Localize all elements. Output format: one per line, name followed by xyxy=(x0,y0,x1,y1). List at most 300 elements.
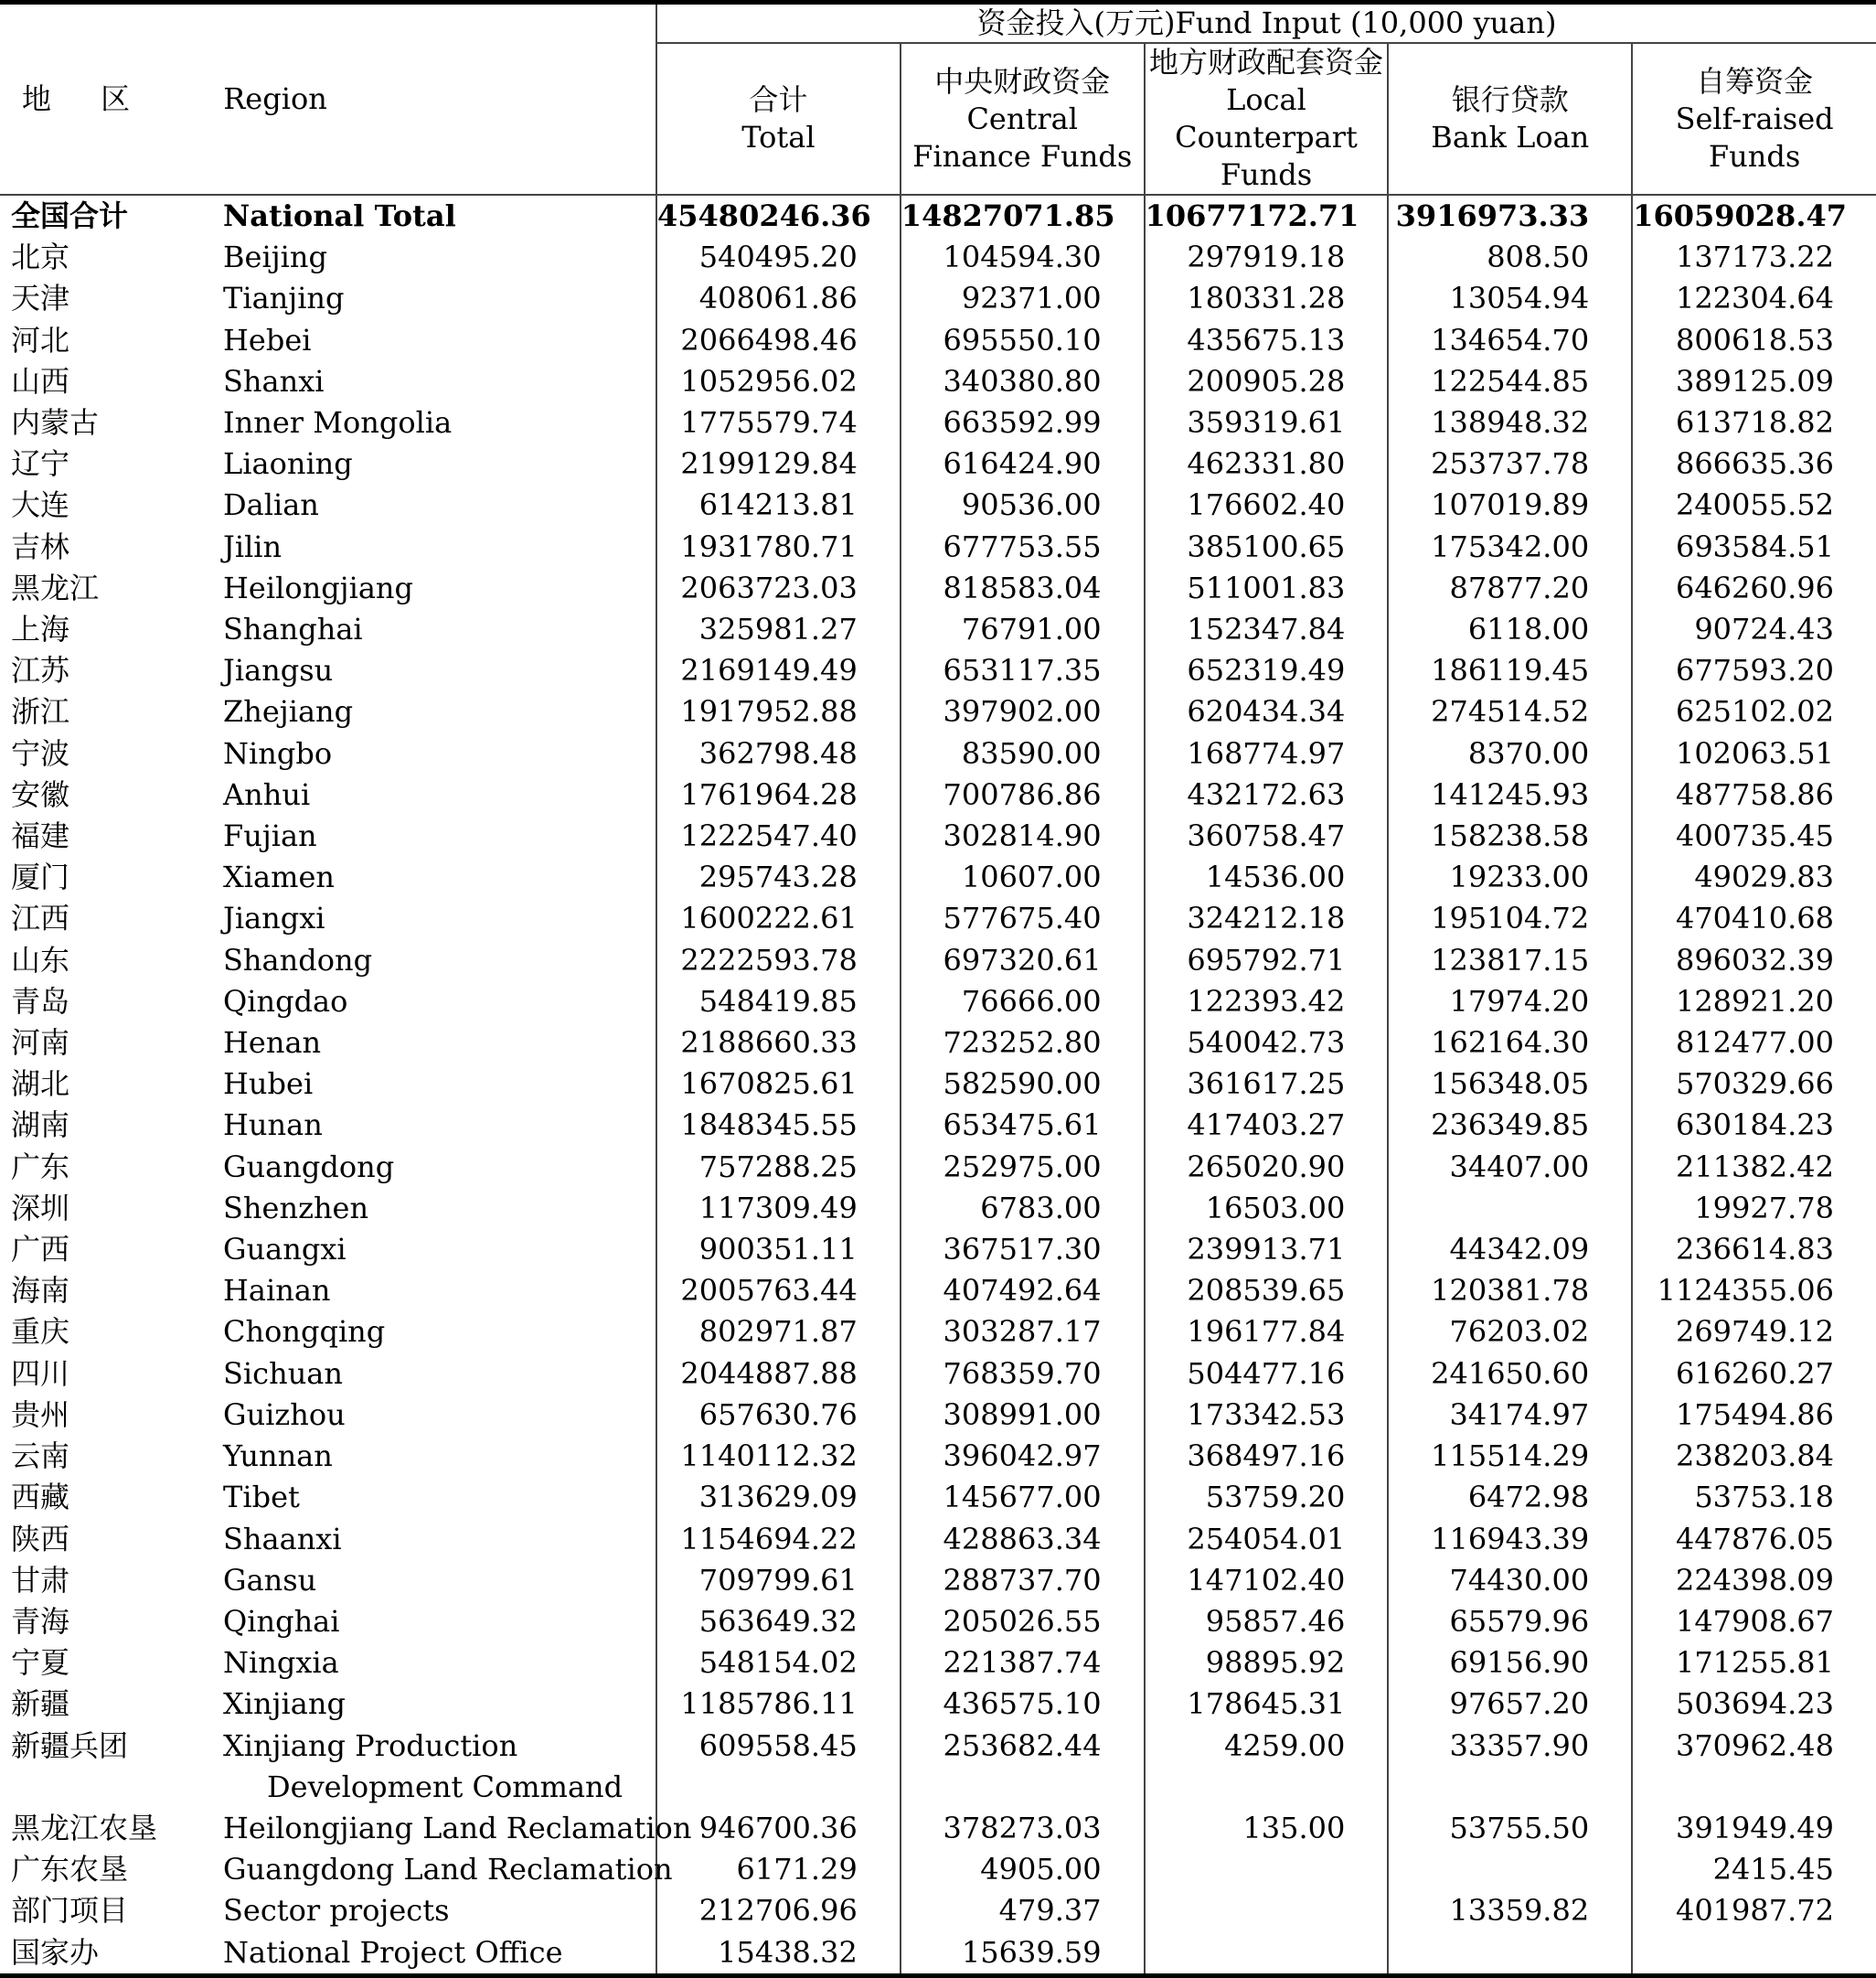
self-raised-value: 122304.64 xyxy=(1632,278,1876,319)
local-counterpart-value: 652319.49 xyxy=(1145,650,1389,691)
bank-loan-value: 175342.00 xyxy=(1388,527,1632,568)
region-name-cn: 江西 xyxy=(11,901,70,936)
bank-loan-value: 8370.00 xyxy=(1388,733,1632,775)
central-finance-value: 723252.80 xyxy=(901,1022,1145,1064)
table-row xyxy=(0,1808,1876,1849)
total-value: 900351.11 xyxy=(656,1229,901,1270)
local-counterpart-value: 122393.42 xyxy=(1145,981,1389,1022)
region-name-cn: 广东 xyxy=(11,1149,70,1184)
region-name-cn: 新疆兵团 xyxy=(11,1727,129,1763)
region-name-en: Chongqing xyxy=(223,1314,386,1350)
central-finance-value: 10607.00 xyxy=(901,857,1145,898)
region-name-en: Guangdong Land Reclamation xyxy=(223,1852,673,1887)
local-counterpart-value: 173342.53 xyxy=(1145,1395,1389,1436)
local-counterpart-value: 324212.18 xyxy=(1145,898,1389,939)
self-raised-value: 470410.68 xyxy=(1632,898,1876,939)
bank-loan-value: 97657.20 xyxy=(1388,1684,1632,1725)
region-name-cn: 福建 xyxy=(11,818,70,854)
table-row xyxy=(0,816,1876,857)
self-raised-value: 238203.84 xyxy=(1632,1436,1876,1477)
bank-loan-value: 116943.39 xyxy=(1388,1519,1632,1560)
total-value: 362798.48 xyxy=(656,733,901,775)
region-name-cn: 吉林 xyxy=(11,529,70,564)
bank-loan-value: 3916973.33 xyxy=(1388,195,1632,237)
table-row xyxy=(0,857,1876,898)
column-header-en: Self-raised Funds xyxy=(1675,101,1834,174)
self-raised-value: 236614.83 xyxy=(1632,1229,1876,1270)
column-header-cn: 合计 xyxy=(749,82,808,117)
bank-loan-value: 87877.20 xyxy=(1388,568,1632,609)
table-row xyxy=(0,1105,1876,1146)
central-finance-value: 6783.00 xyxy=(901,1188,1145,1229)
local-counterpart-value: 178645.31 xyxy=(1145,1684,1389,1725)
region-name-en: National Project Office xyxy=(212,1932,656,1976)
total-value: 117309.49 xyxy=(656,1188,901,1229)
self-raised-value: 211382.42 xyxy=(1632,1147,1876,1188)
local-counterpart-value: 620434.34 xyxy=(1145,691,1389,732)
column-header-central-finance xyxy=(901,43,1145,195)
self-raised-value: 389125.09 xyxy=(1632,361,1876,402)
region-name-en xyxy=(212,1726,656,1808)
region-name-cn: 宁波 xyxy=(11,735,70,771)
region-name-en: Anhui xyxy=(223,776,311,812)
total-value: 1775579.74 xyxy=(656,402,901,444)
region-name-en: Liaoning xyxy=(223,446,353,482)
central-finance-value: 14827071.85 xyxy=(901,195,1145,237)
central-finance-value: 768359.70 xyxy=(901,1353,1145,1395)
central-finance-value: 76666.00 xyxy=(901,981,1145,1022)
region-name-en: Zhejiang xyxy=(223,694,354,730)
central-finance-value: 695550.10 xyxy=(901,320,1145,361)
region-name-cn: 陕西 xyxy=(11,1521,70,1556)
bank-loan-value: 241650.60 xyxy=(1388,1353,1632,1395)
local-counterpart-value: 368497.16 xyxy=(1145,1436,1389,1477)
column-header-en: Total xyxy=(741,120,815,155)
table-row xyxy=(0,1395,1876,1436)
bank-loan-value: 138948.32 xyxy=(1388,402,1632,444)
region-name-en: Tianjing xyxy=(223,281,345,316)
central-finance-value: 145677.00 xyxy=(901,1477,1145,1518)
region-name-en: Henan xyxy=(223,1025,322,1061)
region-name-en: Shenzhen xyxy=(223,1190,369,1225)
central-finance-value: 303287.17 xyxy=(901,1311,1145,1353)
region-name-en: Dalian xyxy=(223,487,319,523)
bank-loan-value: 134654.70 xyxy=(1388,320,1632,361)
region-name-cn: 全国合计 xyxy=(11,198,129,233)
bank-loan-value: 195104.72 xyxy=(1388,898,1632,939)
self-raised-value: 391949.49 xyxy=(1632,1808,1876,1849)
region-name-cn: 广西 xyxy=(11,1232,70,1267)
total-value: 1052956.02 xyxy=(656,361,901,402)
region-name-cn: 辽宁 xyxy=(11,446,70,482)
local-counterpart-value: 200905.28 xyxy=(1145,361,1389,402)
central-finance-value: 582590.00 xyxy=(901,1064,1145,1105)
region-name-cn: 江苏 xyxy=(11,653,70,689)
local-counterpart-value: 432172.63 xyxy=(1145,775,1389,816)
central-finance-value: 83590.00 xyxy=(901,733,1145,775)
total-value: 563649.32 xyxy=(656,1601,901,1642)
region-name-en: Xinjiang xyxy=(223,1686,346,1722)
region-name-en: National Total xyxy=(223,198,456,233)
region-name-en: Inner Mongolia xyxy=(223,405,453,441)
central-finance-value: 479.37 xyxy=(901,1890,1145,1931)
central-finance-value: 653117.35 xyxy=(901,650,1145,691)
bank-loan-value: 53755.50 xyxy=(1388,1808,1632,1849)
bank-loan-value xyxy=(1388,1849,1632,1890)
region-name-cn: 新疆 xyxy=(11,1686,70,1722)
bank-loan-value: 69156.90 xyxy=(1388,1642,1632,1684)
local-counterpart-value: 297919.18 xyxy=(1145,237,1389,278)
central-finance-value: 436575.10 xyxy=(901,1684,1145,1725)
region-name-cn: 内蒙古 xyxy=(11,405,100,441)
bank-loan-value xyxy=(1388,1188,1632,1229)
table-row xyxy=(0,1519,1876,1560)
table-row xyxy=(0,278,1876,319)
region-name-en: Sichuan xyxy=(223,1355,343,1391)
table-row xyxy=(0,1229,1876,1270)
region-name-en: Hubei xyxy=(223,1066,314,1102)
local-counterpart-value: 14536.00 xyxy=(1145,857,1389,898)
central-finance-value: 4905.00 xyxy=(901,1849,1145,1890)
central-finance-value: 428863.34 xyxy=(901,1519,1145,1560)
central-finance-value: 340380.80 xyxy=(901,361,1145,402)
region-name-cn: 浙江 xyxy=(11,694,70,730)
column-header-en: Central Finance Funds xyxy=(912,101,1133,174)
self-raised-value: 447876.05 xyxy=(1632,1519,1876,1560)
central-finance-value: 302814.90 xyxy=(901,816,1145,857)
region-name-cn: 西藏 xyxy=(11,1480,70,1515)
region-name-en: Guangxi xyxy=(223,1232,346,1267)
total-value: 657630.76 xyxy=(656,1395,901,1436)
table-body xyxy=(0,195,1876,1975)
bank-loan-value: 122544.85 xyxy=(1388,361,1632,402)
total-row xyxy=(0,195,1876,237)
region-name-cn: 大连 xyxy=(11,487,70,523)
table-row xyxy=(0,237,1876,278)
total-value: 1185786.11 xyxy=(656,1684,901,1725)
column-header-cn: 自筹资金 xyxy=(1696,63,1814,99)
local-counterpart-value: 95857.46 xyxy=(1145,1601,1389,1642)
bank-loan-value: 13054.94 xyxy=(1388,278,1632,319)
self-raised-value: 812477.00 xyxy=(1632,1022,1876,1064)
bank-loan-value: 65579.96 xyxy=(1388,1601,1632,1642)
self-raised-value: 240055.52 xyxy=(1632,485,1876,526)
central-finance-value: 288737.70 xyxy=(901,1560,1145,1601)
table-row xyxy=(0,898,1876,939)
column-header-en: Bank Loan xyxy=(1431,120,1590,155)
total-value: 408061.86 xyxy=(656,278,901,319)
local-counterpart-value: 360758.47 xyxy=(1145,816,1389,857)
local-counterpart-value: 695792.71 xyxy=(1145,940,1389,981)
total-value: 1848345.55 xyxy=(656,1105,901,1146)
bank-loan-value: 13359.82 xyxy=(1388,1890,1632,1931)
self-raised-value: 2415.45 xyxy=(1632,1849,1876,1890)
self-raised-value: 570329.66 xyxy=(1632,1064,1876,1105)
total-value: 1154694.22 xyxy=(656,1519,901,1560)
central-finance-value: 252975.00 xyxy=(901,1147,1145,1188)
column-header-self-raised xyxy=(1632,43,1876,195)
total-value: 2005763.44 xyxy=(656,1270,901,1311)
table-row xyxy=(0,940,1876,981)
total-value: 709799.61 xyxy=(656,1560,901,1601)
bank-loan-value: 274514.52 xyxy=(1388,691,1632,732)
region-header-cn: 地 区 xyxy=(22,81,151,116)
central-finance-value: 677753.55 xyxy=(901,527,1145,568)
total-value: 45480246.36 xyxy=(656,195,901,237)
local-counterpart-value: 147102.40 xyxy=(1145,1560,1389,1601)
table-row xyxy=(0,361,1876,402)
central-finance-value: 818583.04 xyxy=(901,568,1145,609)
central-finance-value: 700786.86 xyxy=(901,775,1145,816)
bank-loan-value: 34407.00 xyxy=(1388,1147,1632,1188)
bank-loan-value: 253737.78 xyxy=(1388,444,1632,485)
table-row xyxy=(0,1642,1876,1684)
central-finance-value: 397902.00 xyxy=(901,691,1145,732)
region-name-cn: 贵州 xyxy=(11,1396,70,1432)
central-finance-value: 90536.00 xyxy=(901,485,1145,526)
total-value: 2066498.46 xyxy=(656,320,901,361)
bank-loan-value: 123817.15 xyxy=(1388,940,1632,981)
total-value: 1140112.32 xyxy=(656,1436,901,1477)
self-raised-value: 370962.48 xyxy=(1632,1726,1876,1808)
region-name-en: Hunan xyxy=(223,1107,323,1143)
local-counterpart-value: 359319.61 xyxy=(1145,402,1389,444)
self-raised-value: 677593.20 xyxy=(1632,650,1876,691)
total-value: 1931780.71 xyxy=(656,527,901,568)
region-name-cn: 深圳 xyxy=(11,1190,70,1225)
table-row xyxy=(0,1147,1876,1188)
region-name-cn: 山东 xyxy=(11,942,70,978)
region-name-en: Guangdong xyxy=(223,1149,395,1184)
region-name-cn: 黑龙江 xyxy=(11,570,100,605)
table-row xyxy=(0,1188,1876,1229)
self-raised-value: 400735.45 xyxy=(1632,816,1876,857)
total-value: 2188660.33 xyxy=(656,1022,901,1064)
region-name-cn: 部门项目 xyxy=(11,1893,129,1929)
region-header-en: Region xyxy=(223,81,327,116)
table-row xyxy=(0,527,1876,568)
central-finance-value: 653475.61 xyxy=(901,1105,1145,1146)
table-row xyxy=(0,1932,1876,1976)
bank-loan-value: 236349.85 xyxy=(1388,1105,1632,1146)
region-name-en: Shanxi xyxy=(223,363,325,399)
self-raised-value: 896032.39 xyxy=(1632,940,1876,981)
local-counterpart-value: 435675.13 xyxy=(1145,320,1389,361)
local-counterpart-value: 168774.97 xyxy=(1145,733,1389,775)
total-value: 548154.02 xyxy=(656,1642,901,1684)
self-raised-value: 866635.36 xyxy=(1632,444,1876,485)
total-value: 1600222.61 xyxy=(656,898,901,939)
local-counterpart-value xyxy=(1145,1849,1389,1890)
total-value: 757288.25 xyxy=(656,1147,901,1188)
central-finance-value: 92371.00 xyxy=(901,278,1145,319)
self-raised-value: 630184.23 xyxy=(1632,1105,1876,1146)
total-value: 1917952.88 xyxy=(656,691,901,732)
bank-loan-value: 19233.00 xyxy=(1388,857,1632,898)
region-name-cn: 宁夏 xyxy=(11,1645,70,1681)
region-name-en: Ningxia xyxy=(223,1645,339,1681)
region-name-cn: 湖北 xyxy=(11,1066,70,1102)
region-name-cn: 河南 xyxy=(11,1025,70,1061)
bank-loan-value: 74430.00 xyxy=(1388,1560,1632,1601)
central-finance-value: 15639.59 xyxy=(901,1932,1145,1976)
self-raised-value: 646260.96 xyxy=(1632,568,1876,609)
region-name-en: Jiangsu xyxy=(223,653,334,689)
table-row xyxy=(0,1890,1876,1931)
self-raised-value: 102063.51 xyxy=(1632,733,1876,775)
self-raised-value: 49029.83 xyxy=(1632,857,1876,898)
total-value: 212706.96 xyxy=(656,1890,901,1931)
total-value: 540495.20 xyxy=(656,237,901,278)
local-counterpart-value xyxy=(1145,1890,1389,1931)
self-raised-value: 487758.86 xyxy=(1632,775,1876,816)
total-value: 2199129.84 xyxy=(656,444,901,485)
central-finance-value: 308991.00 xyxy=(901,1395,1145,1436)
table-row xyxy=(0,1477,1876,1518)
region-name-cn: 青岛 xyxy=(11,983,70,1019)
local-counterpart-value: 10677172.71 xyxy=(1145,195,1389,237)
self-raised-value: 503694.23 xyxy=(1632,1684,1876,1725)
total-value: 295743.28 xyxy=(656,857,901,898)
region-name-en: Xiamen xyxy=(223,860,335,895)
total-value: 6171.29 xyxy=(656,1849,901,1890)
total-value: 946700.36 xyxy=(656,1808,901,1849)
local-counterpart-value: 4259.00 xyxy=(1145,1726,1389,1808)
region-name-cn: 广东农垦 xyxy=(11,1852,129,1887)
local-counterpart-value: 176602.40 xyxy=(1145,485,1389,526)
self-raised-value: 224398.09 xyxy=(1632,1560,1876,1601)
table-row xyxy=(0,1022,1876,1064)
region-name-cn: 天津 xyxy=(11,281,70,316)
total-value: 325981.27 xyxy=(656,609,901,650)
fund-input-group-header: 资金投入(万元)Fund Input (10,000 yuan) xyxy=(656,3,1876,44)
local-counterpart-value: 540042.73 xyxy=(1145,1022,1389,1064)
local-counterpart-value: 53759.20 xyxy=(1145,1477,1389,1518)
region-name-en: Jilin xyxy=(223,529,282,564)
self-raised-value: 175494.86 xyxy=(1632,1395,1876,1436)
column-header-total xyxy=(656,43,901,195)
bank-loan-value: 808.50 xyxy=(1388,237,1632,278)
total-value: 1670825.61 xyxy=(656,1064,901,1105)
table-row xyxy=(0,320,1876,361)
table-row xyxy=(0,402,1876,444)
region-name-en: Heilongjiang Land Reclamation xyxy=(223,1810,692,1845)
self-raised-value: 269749.12 xyxy=(1632,1311,1876,1353)
region-name-cn: 湖南 xyxy=(11,1107,70,1143)
bank-loan-value: 120381.78 xyxy=(1388,1270,1632,1311)
local-counterpart-value: 16503.00 xyxy=(1145,1188,1389,1229)
table-row xyxy=(0,1849,1876,1890)
table-row xyxy=(0,1726,1876,1808)
table-row xyxy=(0,775,1876,816)
region-name-cn: 青海 xyxy=(11,1603,70,1639)
total-value: 609558.45 xyxy=(656,1726,901,1808)
table-row xyxy=(0,1684,1876,1725)
self-raised-value: 800618.53 xyxy=(1632,320,1876,361)
region-name-en: Hainan xyxy=(223,1273,331,1309)
local-counterpart-value: 265020.90 xyxy=(1145,1147,1389,1188)
region-name-en: Sector projects xyxy=(223,1893,450,1929)
local-counterpart-value: 361617.25 xyxy=(1145,1064,1389,1105)
local-counterpart-value: 254054.01 xyxy=(1145,1519,1389,1560)
local-counterpart-value: 417403.27 xyxy=(1145,1105,1389,1146)
central-finance-value: 221387.74 xyxy=(901,1642,1145,1684)
region-name-en: Fujian xyxy=(223,818,317,854)
total-value: 2169149.49 xyxy=(656,650,901,691)
total-value: 548419.85 xyxy=(656,981,901,1022)
bank-loan-value: 115514.29 xyxy=(1388,1436,1632,1477)
local-counterpart-value: 385100.65 xyxy=(1145,527,1389,568)
self-raised-value: 613718.82 xyxy=(1632,402,1876,444)
region-name-en: Qingdao xyxy=(223,983,348,1019)
bank-loan-value: 141245.93 xyxy=(1388,775,1632,816)
local-counterpart-value: 196177.84 xyxy=(1145,1311,1389,1353)
self-raised-value: 401987.72 xyxy=(1632,1890,1876,1931)
region-name-en: Shandong xyxy=(223,942,373,978)
region-name-cn: 山西 xyxy=(11,363,70,399)
region-name-en-line2: Development Command xyxy=(267,1769,624,1804)
self-raised-value: 53753.18 xyxy=(1632,1477,1876,1518)
central-finance-value: 76791.00 xyxy=(901,609,1145,650)
table-row xyxy=(0,1270,1876,1311)
column-header-cn: 中央财政资金 xyxy=(934,63,1111,99)
region-name-cn: 国家办 xyxy=(0,1932,212,1976)
table-row xyxy=(0,568,1876,609)
bank-loan-value: 156348.05 xyxy=(1388,1064,1632,1105)
region-name-en: Qinghai xyxy=(223,1603,340,1639)
central-finance-value: 697320.61 xyxy=(901,940,1145,981)
column-header-bank-loan xyxy=(1388,43,1632,195)
bank-loan-value: 107019.89 xyxy=(1388,485,1632,526)
region-name-cn: 重庆 xyxy=(11,1314,70,1350)
self-raised-value: 16059028.47 xyxy=(1632,195,1876,237)
bank-loan-value: 33357.90 xyxy=(1388,1726,1632,1808)
self-raised-value: 147908.67 xyxy=(1632,1601,1876,1642)
region-name-cn: 黑龙江农垦 xyxy=(11,1810,158,1845)
region-name-en: Yunnan xyxy=(223,1438,333,1474)
central-finance-value: 104594.30 xyxy=(901,237,1145,278)
table-row xyxy=(0,1353,1876,1395)
table-row xyxy=(0,691,1876,732)
central-finance-value: 205026.55 xyxy=(901,1601,1145,1642)
total-value: 313629.09 xyxy=(656,1477,901,1518)
local-counterpart-value: 239913.71 xyxy=(1145,1229,1389,1270)
table-header xyxy=(0,3,1876,196)
bank-loan-value xyxy=(1388,1932,1632,1976)
local-counterpart-value: 462331.80 xyxy=(1145,444,1389,485)
local-counterpart-value: 135.00 xyxy=(1145,1808,1389,1849)
region-header xyxy=(0,3,656,196)
table-row xyxy=(0,1064,1876,1105)
region-name-en: Shanghai xyxy=(223,612,363,647)
region-name-cn: 上海 xyxy=(11,612,70,647)
local-counterpart-value xyxy=(1145,1932,1389,1976)
region-name-en: Ningbo xyxy=(223,735,333,771)
region-name-cn: 云南 xyxy=(11,1438,70,1474)
bank-loan-value: 162164.30 xyxy=(1388,1022,1632,1064)
region-name-en: Jiangxi xyxy=(223,901,325,936)
total-value: 614213.81 xyxy=(656,485,901,526)
region-name-en: Beijing xyxy=(223,240,327,275)
self-raised-value: 137173.22 xyxy=(1632,237,1876,278)
self-raised-value: 693584.51 xyxy=(1632,527,1876,568)
region-name-en-line1: Xinjiang Production xyxy=(223,1727,518,1763)
table-row xyxy=(0,485,1876,526)
central-finance-value: 396042.97 xyxy=(901,1436,1145,1477)
bank-loan-value: 6118.00 xyxy=(1388,609,1632,650)
total-value: 15438.32 xyxy=(656,1932,901,1976)
self-raised-value: 90724.43 xyxy=(1632,609,1876,650)
